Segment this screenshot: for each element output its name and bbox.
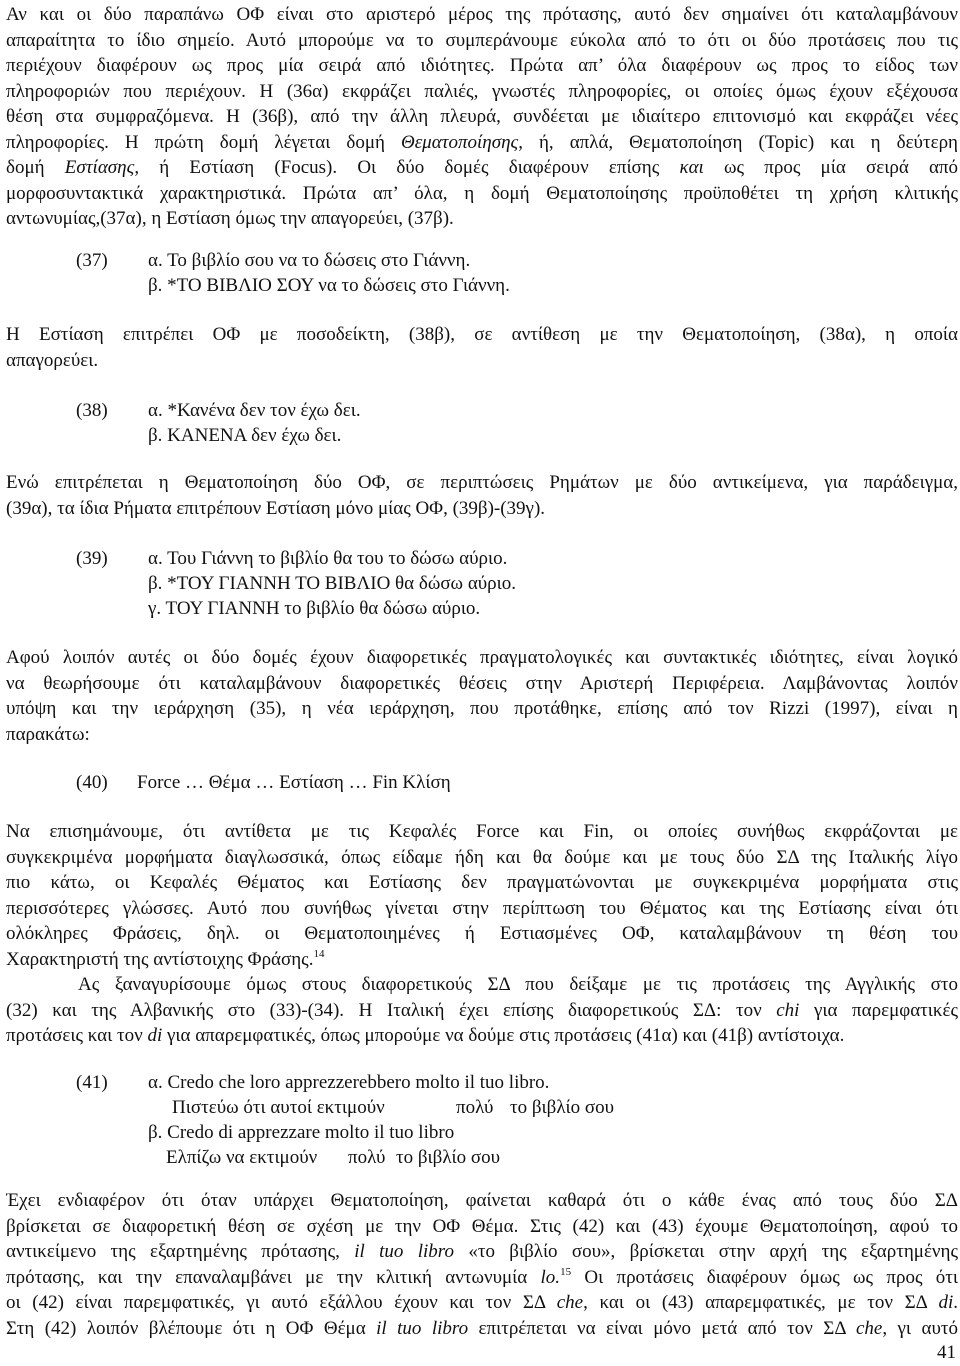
gloss-word: Πιστεύω ότι αυτοί εκτιμούν [172, 1097, 385, 1118]
text-line: υπόψη και την ιεράρχηση (35), η νέα ιεράρχηση, που προτάθηκε, επίσης από τον Rizzi (1997), είναι η [6, 698, 958, 719]
text-line: Αν και οι δύο παραπάνω ΟΦ είναι στο αριστερό μέρος της πρότασης, αυτό δεν σημαίνει ότι καταλαμβάνουν [6, 4, 958, 25]
example-line: Force … Θέμα … Εστίαση … Fin Κλίση [137, 772, 451, 793]
text-line: θέση στα συμφραζόμενα. Η (36β), από την άλλη πλευρά, συνδέεται με ιδιαίτερο επιτονισμό και εκφράζει νέες [6, 106, 958, 127]
text-line: Ας ξαναγυρίσουμε όμως στους διαφορετικούς ΣΔ που δείξαμε με τις προτάσεις της Αγγλικής στο [78, 974, 958, 995]
text-line: απαραίτητα το ίδιο σημείο. Αυτό μπορούμε να το συμπεράνουμε εύκολα από το ότι οι δύο προτάσεις που τις [6, 29, 958, 51]
paragraph-5 [6, 819, 958, 972]
text-line: ολόκληρες Φράσεις, δηλ. οι Θεματοποιημένες ή Εστιασμένες ΟΦ, καταλαμβάνουν τη θέση του [6, 923, 958, 944]
text-line: απαγορεύει. [6, 349, 99, 371]
example-number: (38) [76, 400, 108, 421]
gloss-word: το βιβλίο σου [396, 1147, 501, 1168]
text-line: Αφού λοιπόν αυτές οι δύο δομές έχουν διαφορετικές πραγματολογικές και συντακτικές ιδιότητες, είναι λογικό [6, 647, 958, 668]
footnote-ref: 15 [560, 1265, 572, 1278]
text-line: (32) και της Αλβανικής στο (33)-(34). Η Ιταλική έχει επίσης διαφορετικούς ΣΔ: τον chi για παρεμφατικές [6, 999, 958, 1021]
example-line: β. *ΤΟ ΒΙΒΛΙΟ ΣΟΥ να το δώσεις στο Γιάννη. [148, 275, 510, 296]
text-line: πιο κάτω, οι Κεφαλές Θέματος και Εστίασης δεν πραγματώνονται με συγκεκριμένα μορφήματα στις [6, 872, 958, 893]
text-line: οι (42) είναι παρεμφατικές, γι αυτό εξάλλου έχουν και τον ΣΔ che, και οι (43) απαρεμφατικές, με τον ΣΔ di. [6, 1292, 958, 1313]
gloss-word: Ελπίζω να εκτιμούν [166, 1147, 318, 1168]
paragraph-3 [6, 470, 958, 521]
example-line: β. *ΤΟΥ ΓΙΑΝΝΗ ΤΟ ΒΙΒΛΙΟ θα δώσω αύριο. [148, 573, 517, 594]
example-number: (40) [76, 772, 108, 793]
paragraph-7 [6, 1188, 958, 1341]
example-line: β. Credo di apprezzare molto il tuo libro [148, 1122, 455, 1143]
paragraph-1 [6, 2, 958, 232]
text-line: αντωνυμίας,(37α), η Εστίαση όμως την απαγορεύει, (37β). [6, 208, 454, 229]
example-number: (41) [76, 1072, 108, 1093]
gloss-word: το βιβλίο σου [510, 1097, 615, 1118]
paragraph-4 [6, 645, 958, 747]
text-line: δομή Εστίασης, ή Εστίαση (Focus). Οι δύο δομές διαφέρουν επίσης και ως προς μία σειρά από [6, 157, 958, 178]
page-number: 41 [937, 1342, 956, 1363]
example-number: (37) [76, 250, 108, 271]
text-line: Ενώ επιτρέπεται η Θεματοποίηση δύο ΟΦ, σε περιπτώσεις Ρημάτων με δύο αντικείμενα, για παράδειγμα, [6, 472, 958, 493]
example-line: α. *Κανένα δεν τον έχω δει. [148, 400, 361, 421]
paragraph-2 [6, 322, 958, 373]
text-line: περισσότερες γλώσσες. Αυτό που συνήθως γίνεται στην περίπτωση του Θέματος και της Εστίασης είναι ότι [6, 897, 958, 919]
text-line: πρότασης, και την επαναλαμβάνει με την κλιτική αντωνυμία lo.$^{15}$ Οι προτάσεις διαφέρουν όμως ως προς ότι [6, 1265, 958, 1288]
example-line: α. Του Γιάννη το βιβλίο θα του το δώσω αύριο. [148, 548, 508, 569]
text-line: Η Εστίαση επιτρέπει ΟΦ με ποσοδείκτη, (38β), σε αντίθεση με την Θεματοποίηση, (38α), η οποία [6, 324, 958, 345]
paragraph-6 [6, 972, 958, 1049]
text-line: προτάσεις και τον di για απαρεμφατικές, όπως μπορούμε να δούμε στις προτάσεις (41α) και (41β) αντίστοιχα. [6, 1025, 845, 1046]
text-line: πληροφοριών που περιέχουν. Η (36α) εκφράζει παλιές, γνωστές πληροφορίες, οι οποίες όμως έχουν εξέχουσα [6, 80, 958, 102]
text-line: Έχει ενδιαφέρον ότι όταν υπάρχει Θεματοποίηση, φαίνεται καθαρά ότι ο κάθε ένας από τους δύο ΣΔ [6, 1190, 958, 1211]
text-line: μορφοσυντακτικά χαρακτηριστικά. Πρώτα απ’ όλα, η δομή Θεματοποίησης προϋποθέτει τη χρήση κλιτικής [6, 182, 958, 204]
text-line: να θεωρήσουμε ότι καταλαμβάνουν διαφορετικές θέσεις στην Αριστερή Περιφέρεια. Λαμβάνοντας λοιπόν [6, 672, 958, 694]
text-line: περιέχουν διαφέρουν ως προς μία σειρά από ιδιότητες. Πρώτα απ’ όλα διαφέρουν ως προς το είδος των [6, 55, 958, 76]
example-number: (39) [76, 548, 108, 569]
text-line: πληροφορίες. Η πρώτη δομή λέγεται δομή Θεματοποίησης, ή, απλά, Θεματοποίηση (Topic) και η δεύτερη [6, 131, 958, 153]
footnote-ref: 14 [313, 947, 325, 960]
example-line: γ. ΤΟΥ ΓΙΑΝΝΗ το βιβλίο θα δώσω αύριο. [148, 598, 481, 619]
text-line: Να επισημάνουμε, ότι αντίθετα με τις Κεφαλές Force και Fin, οι οποίες συνήθως εκφράζονται με [6, 821, 958, 842]
example-line: α. Credo che loro apprezzerebbero molto il tuo libro. [148, 1072, 550, 1093]
text-line: βρίσκεται σε διαφορετική θέση σε σχέση με την ΟΦ Θέμα. Στις (42) και (43) έχουμε Θεματοποίηση, αφού το [6, 1215, 958, 1237]
text-line: Χαρακτηριστή της αντίστοιχης Φράσης.$^{14}$ [6, 947, 325, 970]
text-line: (39α), τα ίδια Ρήματα επιτρέπουν Εστίαση μόνο μίας ΟΦ, (39β)-(39γ). [6, 497, 546, 519]
text-line: αντικείμενο της εξαρτημένης πρότασης, il tuo libro «το βιβλίο σου», βρίσκεται στην αρχή της εξαρτημένης [6, 1241, 958, 1262]
example-line: β. ΚΑΝΕΝΑ δεν έχω δει. [148, 425, 342, 446]
gloss-word: πολύ [456, 1097, 494, 1118]
text-line: Στη (42) λοιπόν βλέπουμε ότι η ΟΦ Θέμα il tuo libro επιτρέπεται να είναι μόνο μετά από τον ΣΔ che, γι αυτό [6, 1317, 958, 1339]
text-line: συγκεκριμένα μορφήματα διαγλωσσικά, όπως είδαμε ήδη και θα δούμε και με τους δύο ΣΔ της Ιταλικής λίγο [6, 846, 958, 868]
text-line: παρακάτω: [6, 723, 90, 745]
example-line: α. Το βιβλίο σου να το δώσεις στο Γιάννη. [148, 250, 471, 271]
gloss-word: πολύ [348, 1147, 386, 1168]
